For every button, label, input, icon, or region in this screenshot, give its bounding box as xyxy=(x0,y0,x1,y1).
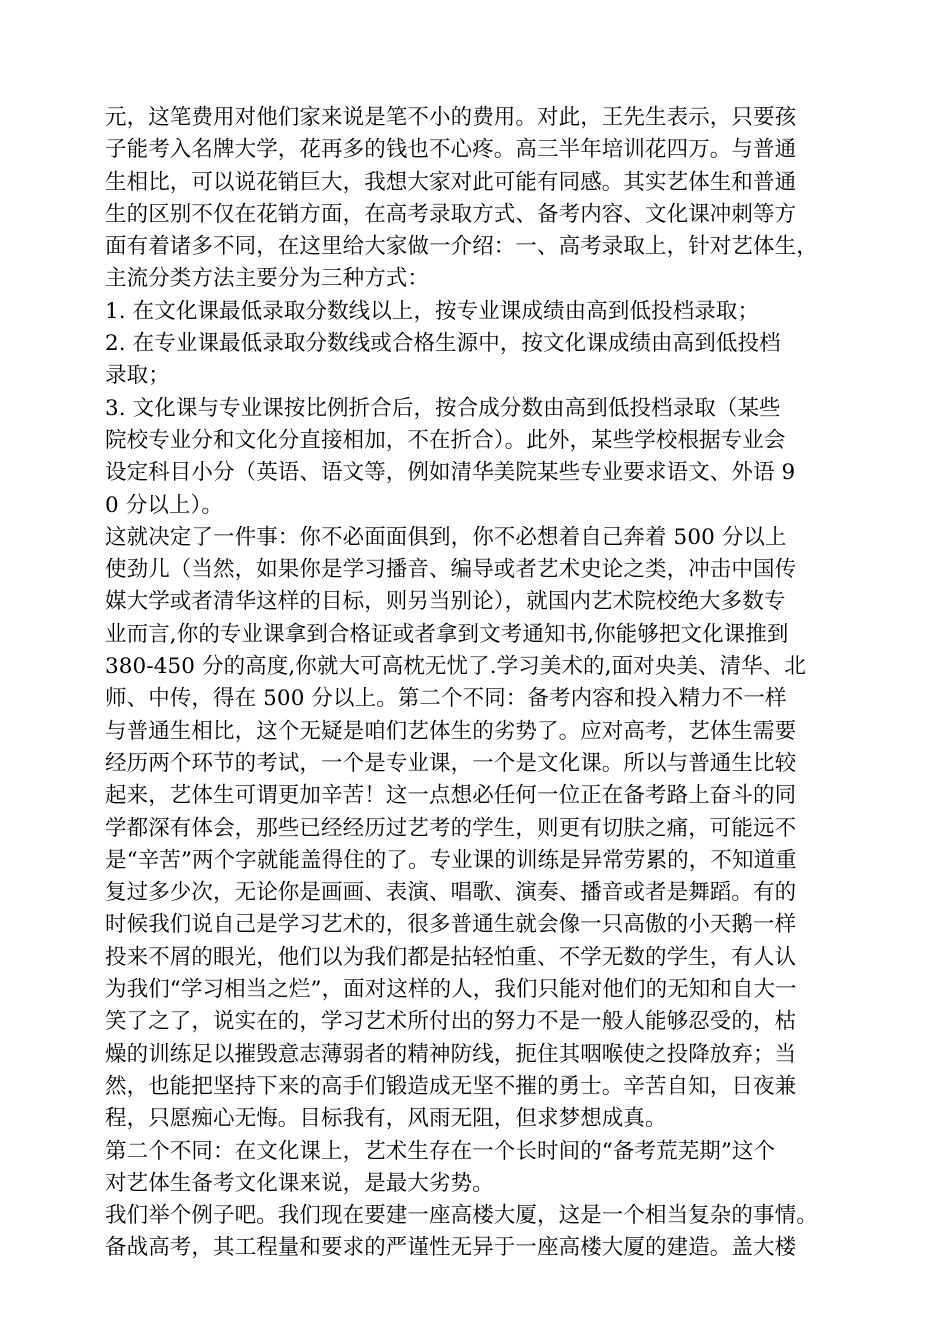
text-line: 起来，艺体生可谓更加辛苦！这一点想必任何一位正在备考路上奋斗的同 xyxy=(105,783,797,809)
text-line: 0 分以上）。 xyxy=(105,492,223,518)
text-line: 为我们“学习相当之烂”，面对这样的人，我们只能对他们的无知和自大一 xyxy=(105,977,797,1003)
text-line: 对艺体生备考文化课来说，是最大劣势。 xyxy=(105,1170,494,1196)
text-line: 使劲儿（当然，如果你是学习播音、编导或者艺术史论之类，冲击中国传 xyxy=(105,557,797,583)
text-line: 院校专业分和文化分直接相加，不在折合）。此外，某些学校根据专业会 xyxy=(105,427,786,453)
text-line: 学都深有体会，那些已经经历过艺考的学生，则更有切肤之痛，可能远不 xyxy=(105,815,797,841)
text-line: 时候我们说自己是学习艺术的，很多普通生就会像一只高傲的小天鹅一样 xyxy=(105,912,797,938)
text-line: 设定科目小分（英语、语文等，例如清华美院某些专业要求语文、外语 9 xyxy=(105,460,796,486)
list-item-2: 2. 在专业课最低录取分数线或合格生源中，按文化课成绩由高到低投档 xyxy=(105,331,781,357)
text-line: 师、中传，得在 500 分以上。第二个不同：备考内容和投入精力不一样 xyxy=(105,686,787,712)
text-line: 子能考入名牌大学，花再多的钱也不心疼。高三半年培训花四万。与普通 xyxy=(105,137,797,163)
list-item-1: 1. 在文化课最低录取分数线以上，按专业课成绩由高到低投档录取； xyxy=(105,298,760,324)
text-line: 第二个不同：在文化课上，艺术生存在一个长时间的“备考荒芜期”这个 xyxy=(105,1138,776,1164)
text-line: 生相比，可以说花销巨大，我想大家对此可能有同感。其实艺体生和普通 xyxy=(105,169,797,195)
text-line: 我们举个例子吧。我们现在要建一座高楼大厦，这是一个相当复杂的事情。 xyxy=(105,1203,818,1229)
text-line: 与普通生相比，这个无疑是咱们艺体生的劣势了。应对高考，艺体生需要 xyxy=(105,718,797,744)
text-line: 是“辛苦”两个字就能盖得住的了。专业课的训练是异常劳累的，不知道重 xyxy=(105,847,797,873)
text-line: 业而言,你的专业课拿到合格证或者拿到文考通知书,你能够把文化课推到 xyxy=(105,621,789,647)
text-line: 录取； xyxy=(105,363,170,389)
text-line: 燥的训练足以摧毁意志薄弱者的精神防线，扼住其咽喉使之投降放弃；当 xyxy=(105,1041,797,1067)
text-line: 然，也能把坚持下来的高手们锻造成无坚不摧的勇士。辛苦自知，日夜兼 xyxy=(105,1073,797,1099)
text-line: 复过多少次，无论你是画画、表演、唱歌、演奏、播音或者是舞蹈。有的 xyxy=(105,880,797,906)
text-line: 经历两个环节的考试，一个是专业课，一个是文化课。所以与普通生比较 xyxy=(105,750,797,776)
document-body xyxy=(105,102,865,1265)
text-line: 备战高考，其工程量和要求的严谨性无异于一座高楼大厦的建造。盖大楼 xyxy=(105,1235,797,1261)
text-line: 投来不屑的眼光，他们以为我们都是拈轻怕重、不学无数的学生，有人认 xyxy=(105,944,797,970)
text-line: 380-450 分的高度,你就大可高枕无忧了.学习美术的,面对央美、清华、北 xyxy=(105,654,806,680)
text-line: 生的区别不仅在花销方面，在高考录取方式、备考内容、文化课冲刺等方 xyxy=(105,201,797,227)
text-line: 这就决定了一件事：你不必面面俱到，你不必想着自己奔着 500 分以上 xyxy=(105,524,787,550)
text-line: 主流分类方法主要分为三种方式： xyxy=(105,266,430,292)
list-item-3: 3. 文化课与专业课按比例折合后，按合成分数由高到低投档录取（某些 xyxy=(105,395,781,421)
text-line: 元，这笔费用对他们家来说是笔不小的费用。对此，王先生表示，只要孩 xyxy=(105,105,797,130)
text-line: 程，只愿痴心无悔。目标我有，风雨无阻，但求梦想成真。 xyxy=(105,1106,667,1132)
text-line: 笑了之了，说实在的，学习艺术所付出的努力不是一般人能够忍受的，枯 xyxy=(105,1009,797,1035)
text-line: 面有着诸多不同，在这里给大家做一介绍：一、高考录取上，针对艺体生， xyxy=(105,234,818,260)
text-line: 媒大学或者清华这样的目标，则另当别论），就国内艺术院校绝大多数专 xyxy=(105,589,786,615)
